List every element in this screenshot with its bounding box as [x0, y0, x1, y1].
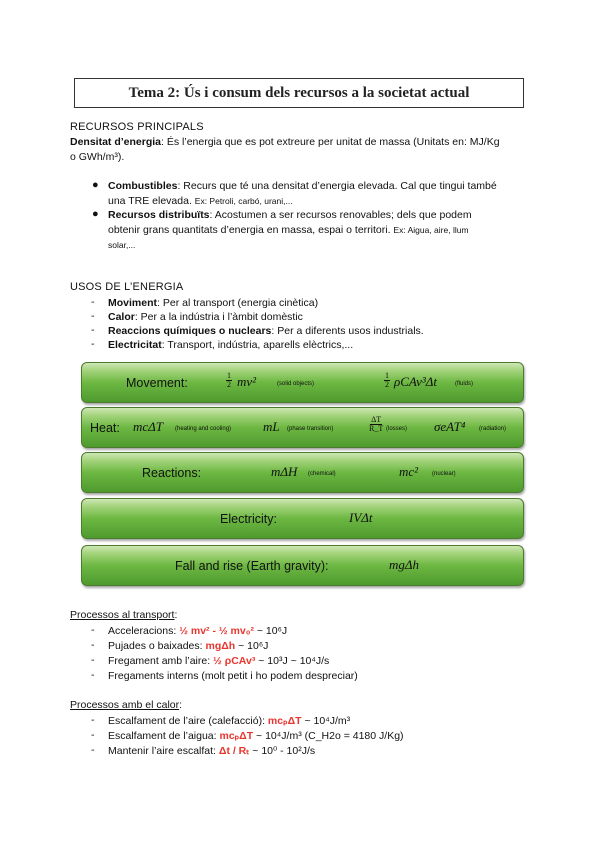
- reactions-label: Reactions:: [142, 466, 202, 480]
- usos-term: Electricitat: [108, 339, 162, 351]
- formula-nuclear: mc²: [399, 464, 419, 479]
- transport-item: Fregaments interns (molt petit i ho podem despreciar): [108, 670, 358, 682]
- bullet-dot: ●: [92, 208, 99, 220]
- combustibles-text-2: una TRE elevada.: [108, 195, 195, 207]
- energy-box-movement: [81, 362, 524, 403]
- energy-box-gravity: [81, 545, 524, 586]
- formula-electric: IVΔt: [349, 510, 373, 525]
- combustibles-text-1: : Recurs que té una densitat d’energia elevada. Cal que tingui també: [177, 180, 497, 192]
- usos-text: : Transport, indústria, aparells elèctrics,...: [161, 339, 354, 351]
- usos-item: [108, 338, 353, 352]
- distribuits-text-1: : Acostumen a ser recursos renovables; dels que podem: [209, 209, 472, 221]
- page-title: Tema 2: Ús i consum dels recursos a la societat actual: [74, 78, 524, 108]
- distribuits-example-2: solar,...: [108, 240, 136, 250]
- section-heading-calor: Processos amb el calor:: [70, 699, 183, 711]
- energy-box-electricity: [81, 498, 524, 539]
- distribuits-text-2: obtenir grans quantitats d’energia en massa, espai o territori.: [108, 224, 394, 236]
- formula-fluid: ρCAv³Δt: [394, 374, 438, 389]
- formula-chemical: mΔH: [271, 464, 298, 479]
- distribuits-example-1: Ex: Aigua, aire, llum: [393, 225, 469, 235]
- section-heading-recursos: RECURSOS PRINCIPALS: [70, 121, 204, 133]
- note-heating-cooling: (heating and cooling): [175, 426, 232, 432]
- densitat-text-1: : És l’energia que es pot extreure per unitat de massa (Unitats en: MJ/Kg: [161, 136, 500, 148]
- formula-radiation: σeAT⁴: [434, 419, 466, 434]
- formula-heating: mcΔT: [133, 419, 164, 434]
- dash: -: [91, 729, 95, 741]
- note-chemical: (chemical): [308, 471, 336, 477]
- fraction-losses: $\frac{\Delta T}{R\_T}$: [369, 415, 384, 433]
- dash: -: [91, 296, 95, 308]
- bullet-dot: ●: [92, 179, 99, 191]
- note-nuclear: (nuclear): [432, 471, 456, 477]
- dash: -: [91, 654, 95, 666]
- dash: -: [91, 624, 95, 636]
- combustibles-term: Combustibles: [108, 180, 178, 192]
- fraction-half: $\frac{1}{2}$: [385, 371, 389, 389]
- densitat-term: Densitat d’energia: [70, 136, 162, 148]
- dash: -: [91, 338, 95, 350]
- formula-gravity: mgΔh: [389, 557, 420, 572]
- usos-item: [108, 324, 424, 338]
- energy-box-heat: [81, 407, 524, 448]
- dash: -: [91, 669, 95, 681]
- combustibles-example: Ex: Petroli, carbó, urani,...: [194, 196, 293, 206]
- dash: -: [91, 310, 95, 322]
- densitat-text-2: o GWh/m³).: [70, 151, 125, 163]
- transport-item: Fregament amb l’aire: ½ ρCAv³ ~ 10³J ~ 10⁴J/s: [108, 655, 330, 667]
- note-radiation: (radiation): [479, 426, 507, 432]
- electricity-label: Electricity:: [220, 512, 277, 526]
- transport-item: Pujades o baixades: mgΔh ~ 10⁶J: [108, 640, 269, 652]
- note-losses: (losses): [386, 426, 408, 432]
- dash: -: [91, 744, 95, 756]
- note-phase-transition: (phase transition): [287, 426, 334, 432]
- usos-term: Reaccions químiques o nuclears: [108, 325, 272, 337]
- note-solid-objects: (solid objects): [277, 381, 315, 387]
- section-heading-transport: Processos al transport:: [70, 609, 178, 621]
- usos-text: : Per a diferents usos industrials.: [271, 325, 424, 337]
- usos-item: [108, 310, 303, 324]
- calor-item: Mantenir l’aire escalfat: Δt / Rₜ ~ 10⁰ - 10²J/s: [108, 745, 316, 757]
- heat-label: Heat:: [90, 421, 120, 435]
- formula-phase: mL: [263, 419, 280, 434]
- calor-item: Escalfament de l’aigua: mcₚΔT ~ 10⁴J/m³ (C_H2o = 4180 J/Kg): [108, 730, 404, 742]
- transport-item: Acceleracions: ½ mv² - ½ mv₀² ~ 10⁶J: [108, 625, 288, 637]
- formula-kinetic: mv²: [237, 374, 257, 389]
- dash: -: [91, 639, 95, 651]
- calor-item: Escalfament de l’aire (calefacció): mcₚΔT ~ 10⁴J/m³: [108, 715, 351, 727]
- densitat-paragraph: [70, 135, 540, 165]
- gravity-label: Fall and rise (Earth gravity):: [175, 559, 329, 573]
- dash: -: [91, 324, 95, 336]
- bullet-recursos-distribuits: [108, 208, 540, 253]
- usos-term: Moviment: [108, 297, 158, 309]
- energy-box-reactions: [81, 452, 524, 493]
- fraction-half: $\frac{1}{2}$: [227, 371, 231, 389]
- usos-term: Calor: [108, 311, 135, 323]
- usos-text: : Per al transport (energia cinètica): [157, 297, 319, 309]
- note-fluids: (fluids): [455, 381, 474, 387]
- usos-text: : Per a la indústria i l’àmbit domèstic: [134, 311, 303, 323]
- movement-label: Movement:: [126, 376, 188, 390]
- dash: -: [91, 714, 95, 726]
- distribuits-term: Recursos distribuïts: [108, 209, 210, 221]
- usos-item: [108, 296, 318, 310]
- bullet-combustibles: [108, 179, 538, 209]
- section-heading-usos: USOS DE L’ENERGIA: [70, 281, 184, 293]
